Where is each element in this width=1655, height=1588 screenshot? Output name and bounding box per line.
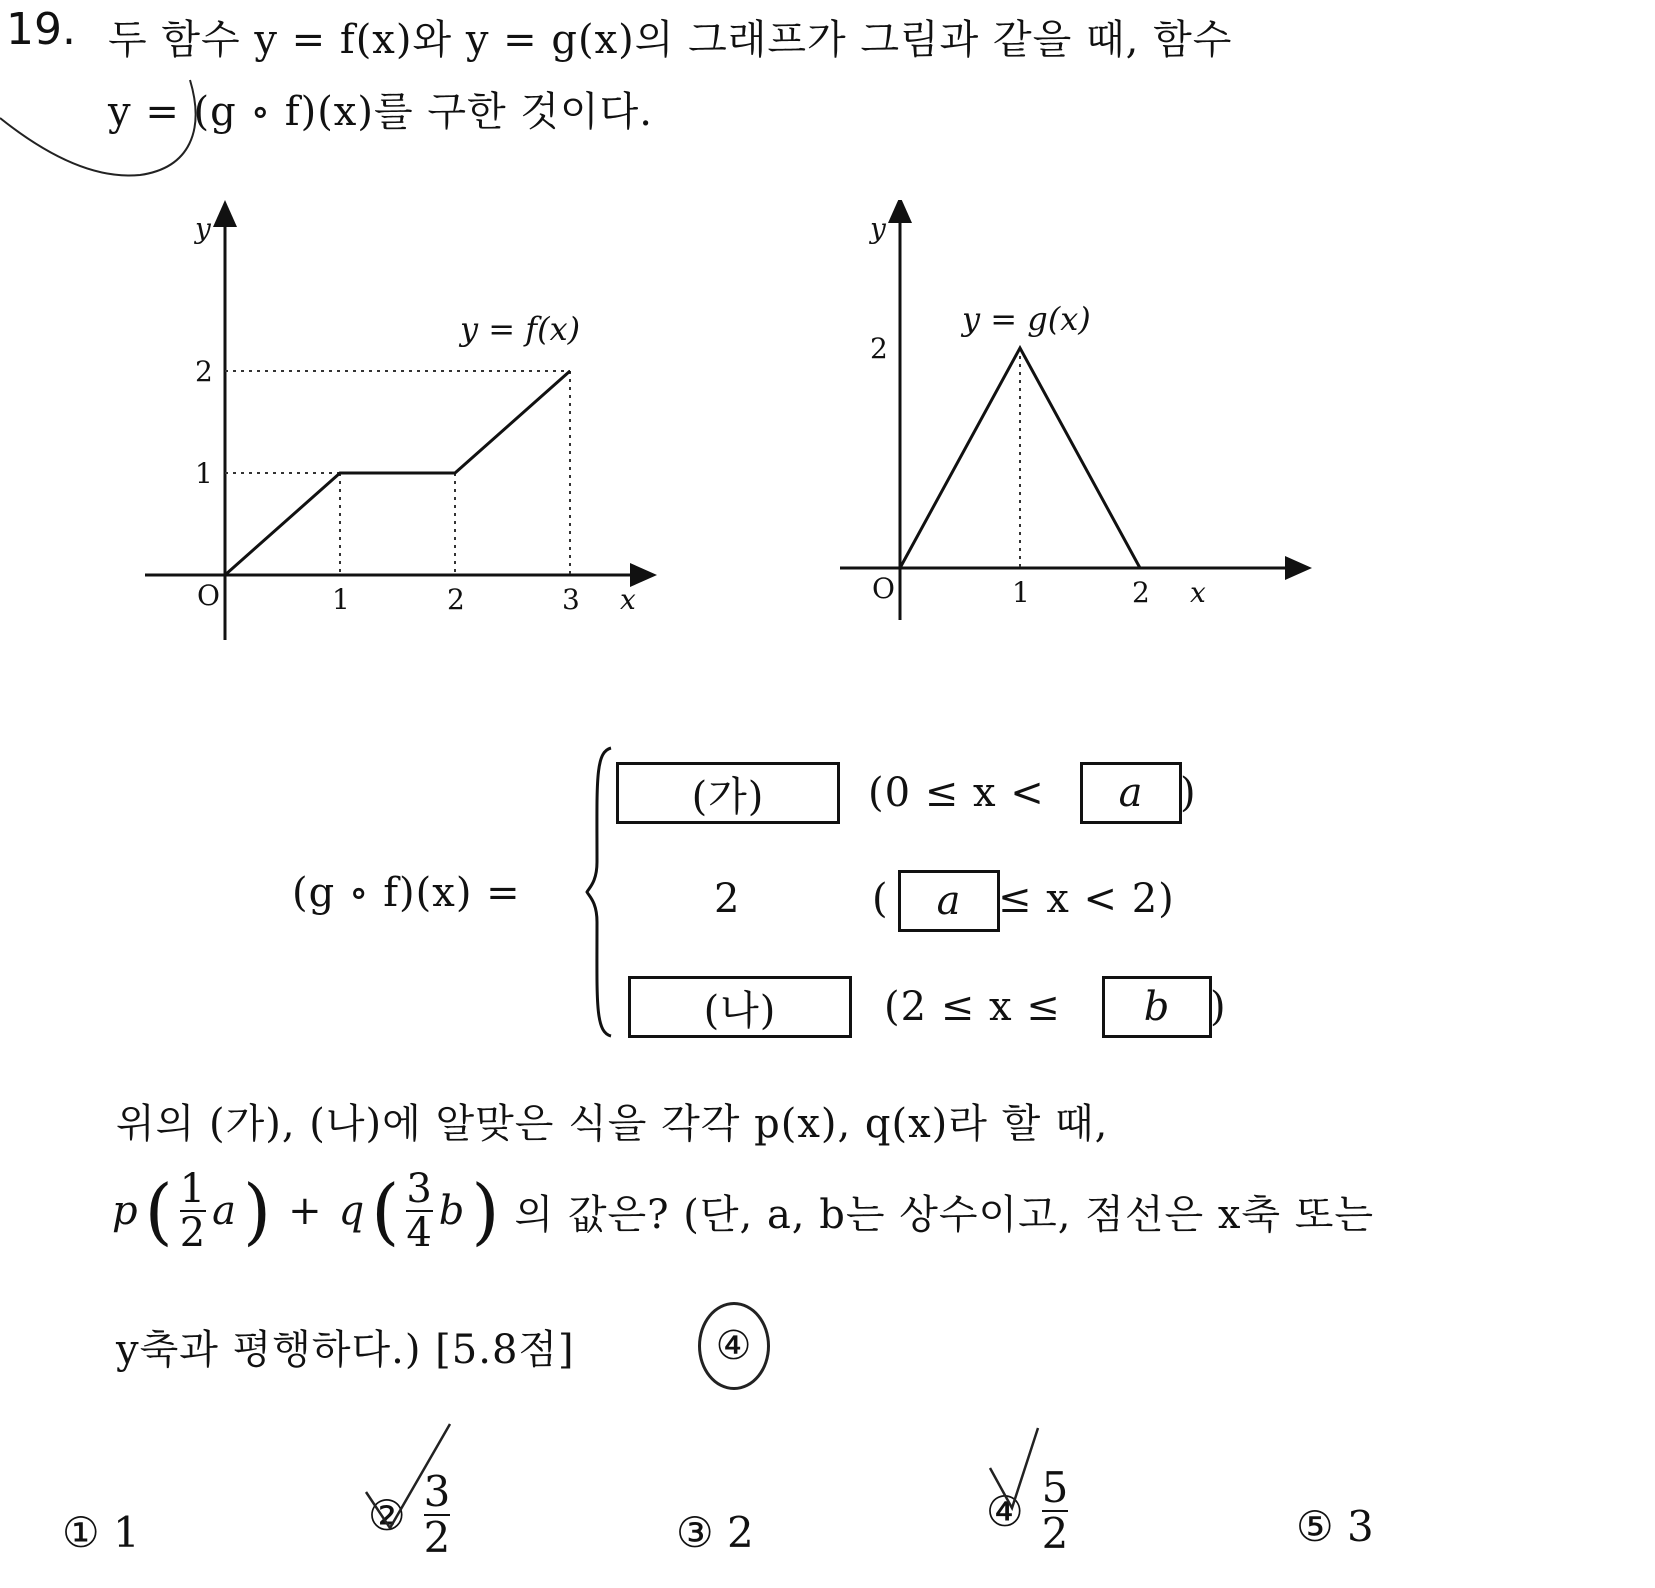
choice-4-mark: ④ [986,1486,1024,1536]
f-curve-label: y = f(x) [460,310,581,348]
row1-condition-end: ) [1180,770,1197,816]
f-x-tick-3: 3 [562,583,580,616]
handwritten-answer: ④ [715,1323,753,1369]
row2-condition-start: ( [872,876,889,922]
choice-2-numerator: 3 [423,1467,451,1516]
blank-a-label-2: a [936,878,962,924]
choice-4-denominator: 2 [1041,1509,1069,1559]
blank-ga-label: (가) [691,773,765,820]
g-y-axis-label: y [870,212,886,245]
left-paren-1: ( [144,1169,174,1253]
q-symbol: q [338,1188,366,1234]
question-stem-line1: 두 함수 y = f(x)와 y = g(x)의 그래프가 그림과 같을 때, 함수 [108,17,1233,63]
choice-5-mark: ⑤ [1296,1502,1334,1551]
choice-2-mark: ② [368,1490,406,1540]
choice-4-numerator: 5 [1041,1463,1069,1512]
piecewise-brace [585,742,615,1042]
prompt-line3: y축과 평행하다.) [5.8점] [116,1327,575,1373]
pen-stroke [0,40,220,190]
choice-1[interactable] [62,1508,140,1557]
blank-a-label-1: a [1118,770,1144,816]
blank-na-label: (나) [703,987,777,1034]
f-curve [225,371,570,575]
fraction-three-quarters [406,1168,432,1254]
row2-condition-end: ≤ x < 2) [998,876,1175,922]
g-origin-label: O [872,572,895,605]
question-number: 19. [6,4,76,55]
handwritten-answer-circle [698,1302,770,1390]
prompt-line2 [112,1168,1374,1254]
graph-f [140,200,660,660]
f-x-axis-label: x [620,583,636,616]
g-x-tick-2: 2 [1132,576,1150,609]
row3-condition-end: ) [1210,984,1227,1030]
f-y-axis-label: y [195,212,211,245]
piecewise-lhs: (g ∘ f)(x) = [292,870,521,916]
blank-b-box [1102,976,1212,1038]
frac1-denominator: 2 [179,1210,207,1256]
choice-3[interactable] [676,1508,754,1557]
row3-condition-start: (2 ≤ x ≤ [884,984,1061,1030]
prompt-line1: 위의 (가), (나)에 알맞은 식을 각각 p(x), q(x)라 할 때, [116,1101,1109,1147]
p-symbol: p [112,1188,139,1234]
choice-2-checkmark [360,1420,470,1540]
choice-3-mark: ③ [676,1508,714,1557]
blank-na-box [628,976,852,1038]
f-x-tick-1: 1 [332,583,350,616]
f-origin-label: O [197,579,220,612]
row2-value: 2 [714,876,741,922]
prompt-line2-rest: 의 값은? (단, a, b는 상수이고, 점선은 x축 또는 [514,1191,1375,1238]
blank-a-box-1 [1080,762,1182,824]
plus-sign: + [288,1188,323,1234]
g-y-tick-2: 2 [870,332,888,365]
blank-a-box-2 [898,870,1000,932]
var-b: b [438,1188,466,1234]
choice-1-mark: ① [62,1508,100,1557]
g-x-tick-1: 1 [1012,576,1030,609]
choice-2-denominator: 2 [423,1513,451,1563]
graph-g [840,200,1320,640]
g-x-axis-label: x [1190,576,1206,609]
g-curve-label: y = g(x) [962,300,1091,338]
right-paren-2: ) [471,1169,501,1253]
choice-1-value: 1 [113,1508,140,1557]
frac2-numerator: 3 [406,1166,433,1212]
left-paren-2: ( [371,1169,401,1253]
choice-3-value: 2 [727,1508,754,1557]
f-y-tick-2: 2 [195,355,213,388]
choice-4-checkmark [976,1424,1066,1524]
frac2-denominator: 4 [406,1210,433,1256]
question-stem-line2: y = (g ∘ f)(x)를 구한 것이다. [108,89,653,135]
frac1-numerator: 1 [179,1166,207,1212]
row1-condition-start: (0 ≤ x < [868,770,1045,816]
var-a: a [212,1188,238,1234]
choice-5[interactable] [1296,1502,1374,1551]
blank-ga-box [616,762,840,824]
blank-b-label: b [1143,984,1171,1030]
choice-5-value: 3 [1347,1502,1374,1551]
right-paren-1: ) [243,1169,273,1253]
f-x-tick-2: 2 [447,583,465,616]
fraction-one-half [180,1168,206,1254]
f-y-tick-1: 1 [195,457,213,490]
